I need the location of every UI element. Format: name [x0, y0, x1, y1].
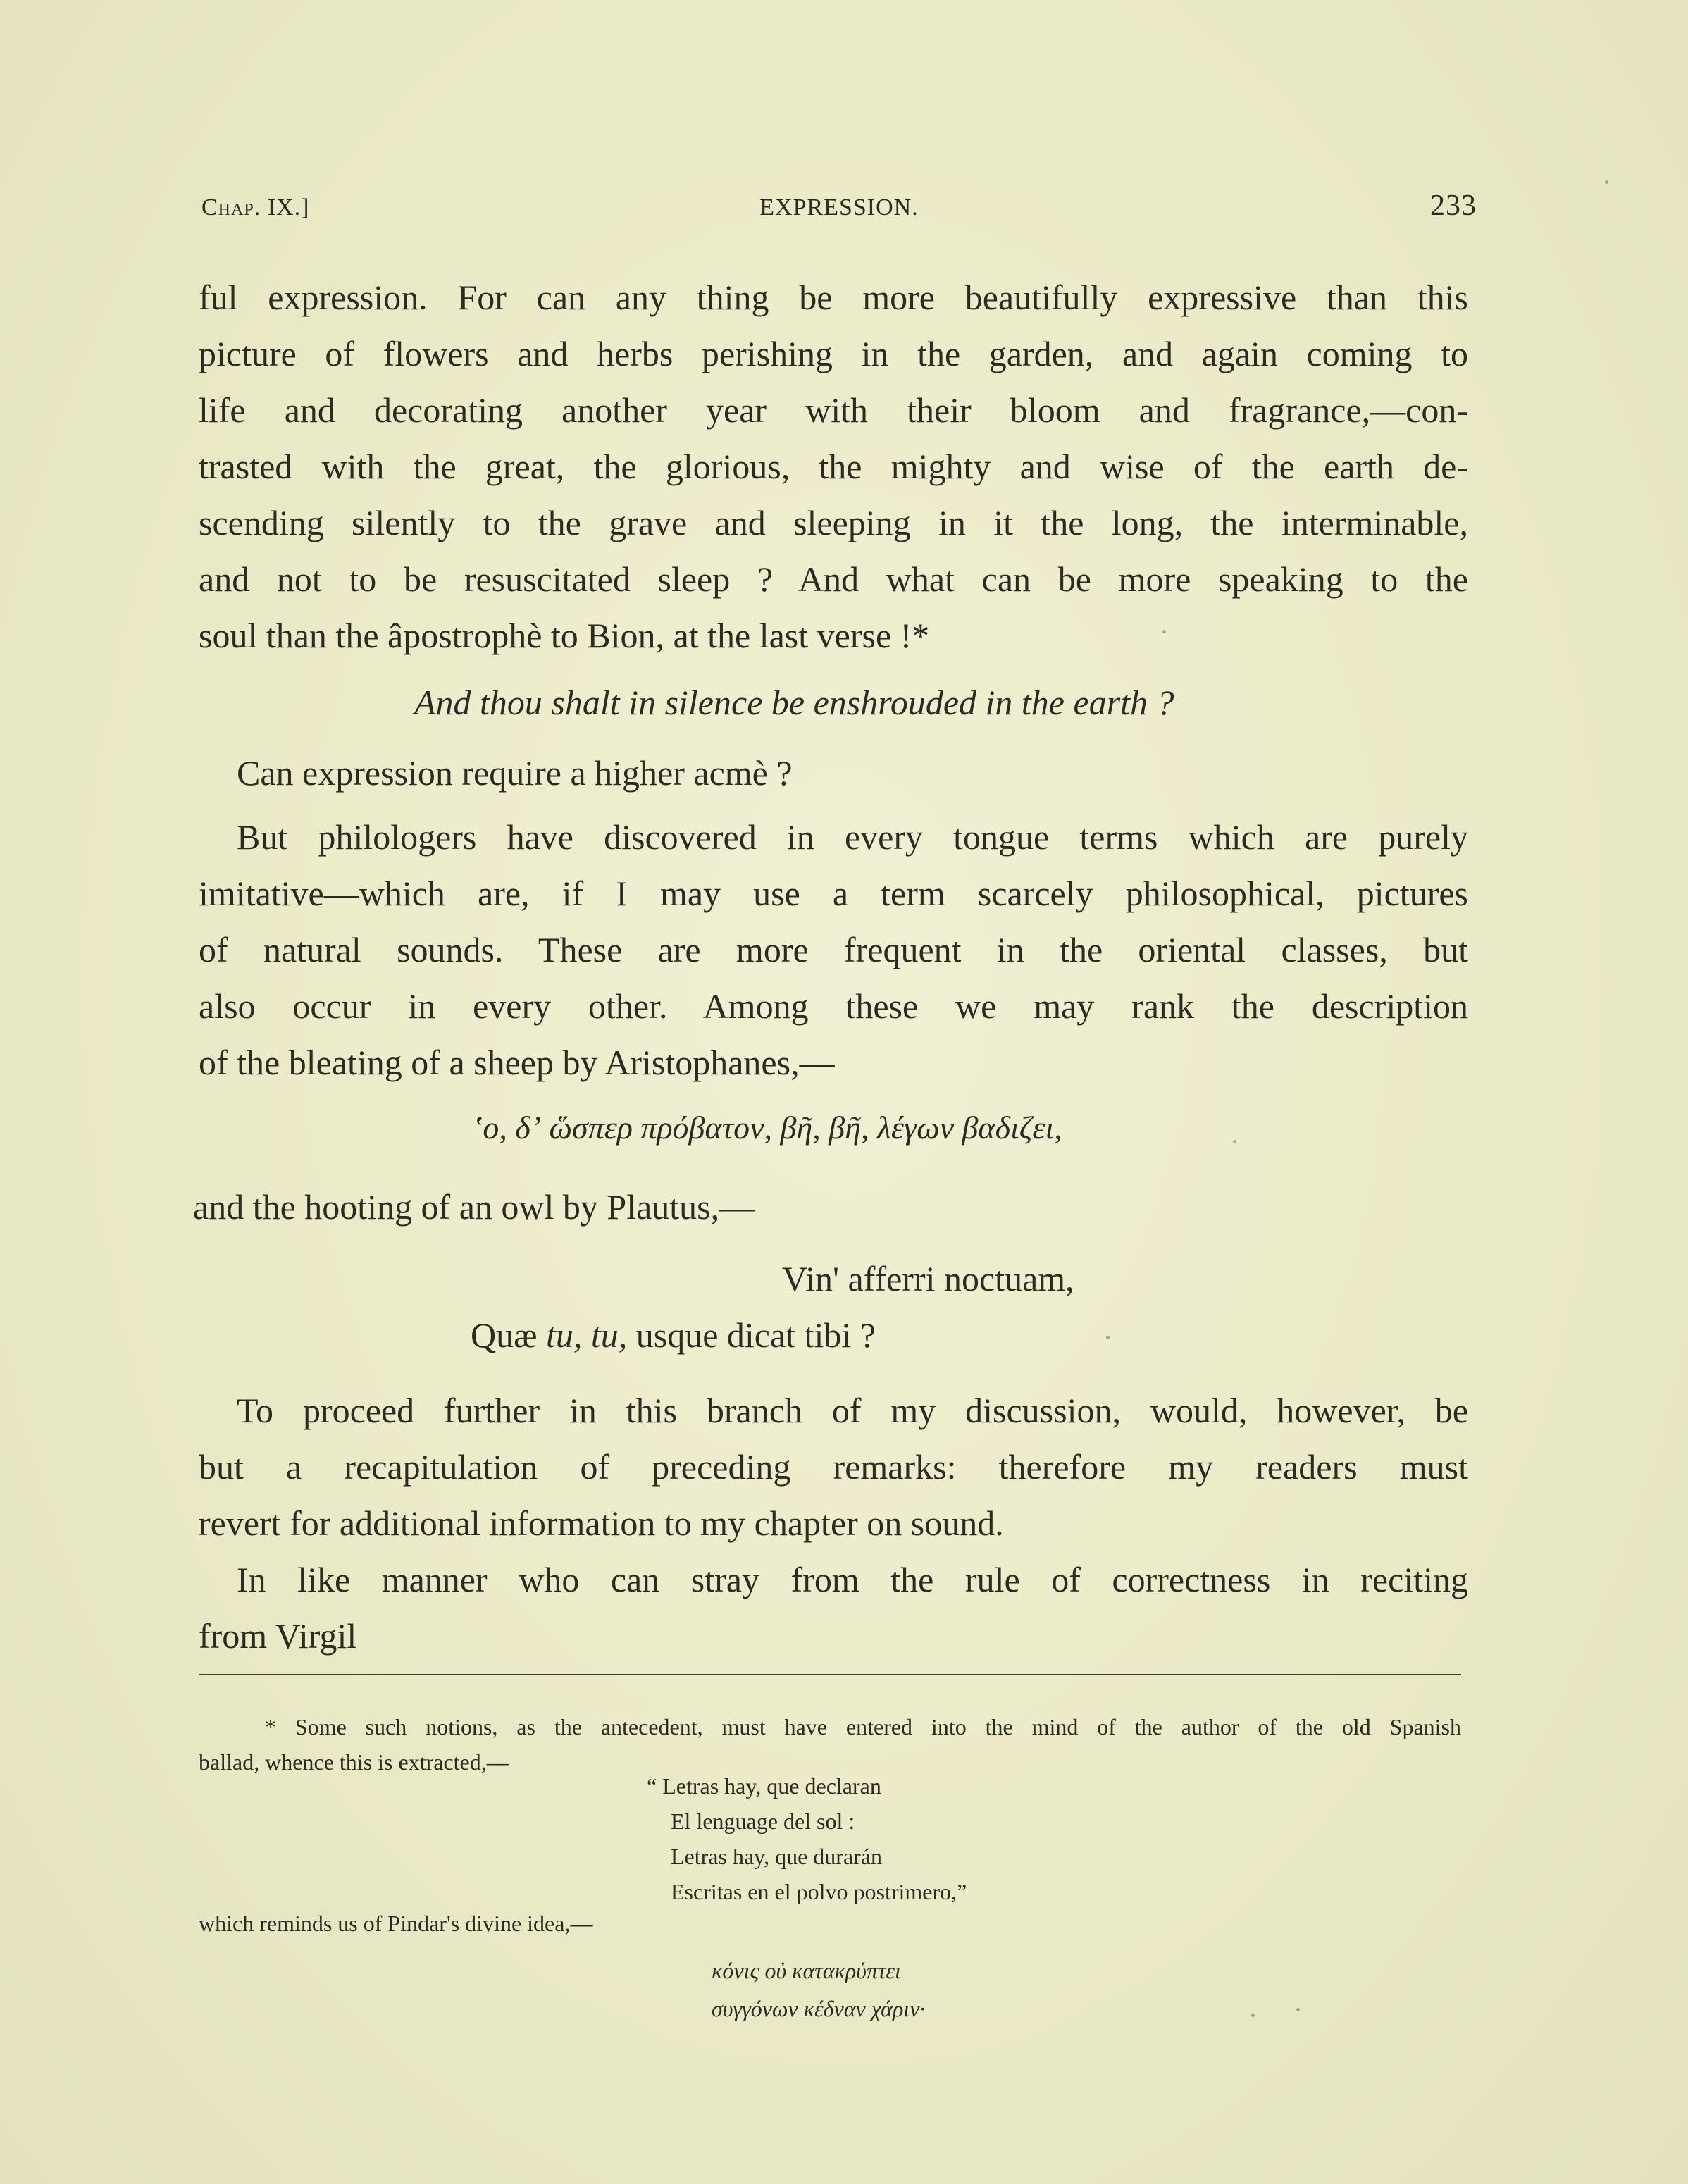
text-line: life and decorating another year with their bloom and fragrance,—con- [199, 390, 1468, 430]
text-line: In like manner who can stray from the rule of correctness in reciting [237, 1560, 1468, 1599]
question-line: Can expression require a higher acmè ? [237, 753, 793, 793]
text-line: picture of flowers and herbs perishing in the garden, and again coming to [199, 334, 1468, 373]
text-line: But philologers have discovered in every tongue terms which are purely [237, 817, 1468, 857]
poem-line: Escritas en el polvo postrimero,” [671, 1879, 967, 1904]
text-line: ful expression. For can any thing be more beautifully expressive than this [199, 278, 1468, 317]
paper-speck [1106, 1336, 1110, 1339]
paragraph-4 [199, 1551, 1468, 1664]
text-line: but a recapitulation of preceding remarks: therefore my readers must [199, 1447, 1468, 1487]
paper-speck [1251, 2014, 1255, 2017]
footnote-poem [647, 1768, 967, 1909]
text-line: soul than the âpostrophè to Bion, at the last verse !* [199, 616, 930, 655]
footnote-line: * Some such notions, as the antecedent, must have entered into the mind of the author of the old Spanish [265, 1714, 1461, 1739]
paper-speck [1233, 1140, 1236, 1143]
paper-speck [1605, 180, 1608, 184]
chapter-label: Chap. IX.] [201, 194, 310, 221]
text-line: and not to be resuscitated sleep ? And what can be more speaking to the [199, 559, 1468, 599]
paper-speck [1296, 2008, 1300, 2011]
text-line: revert for additional information to my chapter on sound. [199, 1503, 1004, 1543]
poem-line: Letras hay, que durarán [671, 1844, 882, 1869]
latin-text: Quæ [471, 1315, 546, 1355]
greek-quotation: ʽο, δʼ ὥσπερ πρόβατον, βῆ, βῆ, λέγων βαδιζει, [472, 1110, 1062, 1146]
paper-speck [1162, 630, 1166, 633]
text-line: To proceed further in this branch of my discussion, would, however, be [237, 1391, 1468, 1430]
text-line: from Virgil [199, 1616, 357, 1656]
poem-line: “ Letras hay, que declaran [647, 1773, 881, 1799]
text-line: also occur in every other. Among these we may rank the description [199, 986, 1468, 1026]
greek-line: συγγόνων κέδναν χάριν· [712, 1996, 926, 2021]
running-title: EXPRESSION. [759, 194, 919, 221]
paragraph-3 [199, 1382, 1468, 1551]
pindar-intro: which reminds us of Pindar's divine idea,— [199, 1911, 593, 1936]
latin-italic-text: tu, tu, [545, 1315, 628, 1355]
text-line: of natural sounds. These are more frequent in the oriental classes, but [199, 930, 1468, 969]
poem-line: El lenguage del sol : [671, 1808, 855, 1834]
greek-line: κόνις οὐ κατακρύπτει [712, 1958, 901, 1983]
text-line: imitative—which are, if I may use a term scarcely philosophical, pictures [199, 874, 1468, 913]
paragraph-1 [199, 269, 1468, 664]
footnote-divider [199, 1674, 1461, 1675]
text-line: scending silently to the grave and sleeping in it the long, the interminable, [199, 503, 1468, 542]
footnote-line: ballad, whence this is extracted,— [199, 1749, 509, 1775]
latin-text: usque dicat tibi ? [627, 1315, 876, 1355]
quoted-verse: And thou shalt in silence be enshrouded in the earth ? [414, 683, 1174, 722]
paragraph-2 [199, 809, 1468, 1091]
text-line: of the bleating of a sheep by Aristophanes,— [199, 1043, 835, 1082]
owl-intro-line: and the hooting of an owl by Plautus,— [193, 1187, 755, 1227]
latin-quote-line-1: Vin' afferri noctuam, [782, 1259, 1074, 1298]
page-number: 233 [1430, 190, 1477, 222]
footnote-greek [712, 1952, 925, 2028]
running-header [201, 189, 1477, 224]
latin-quote-line-2 [471, 1315, 876, 1355]
text-line: trasted with the great, the glorious, the mighty and wise of the earth de- [199, 447, 1468, 486]
